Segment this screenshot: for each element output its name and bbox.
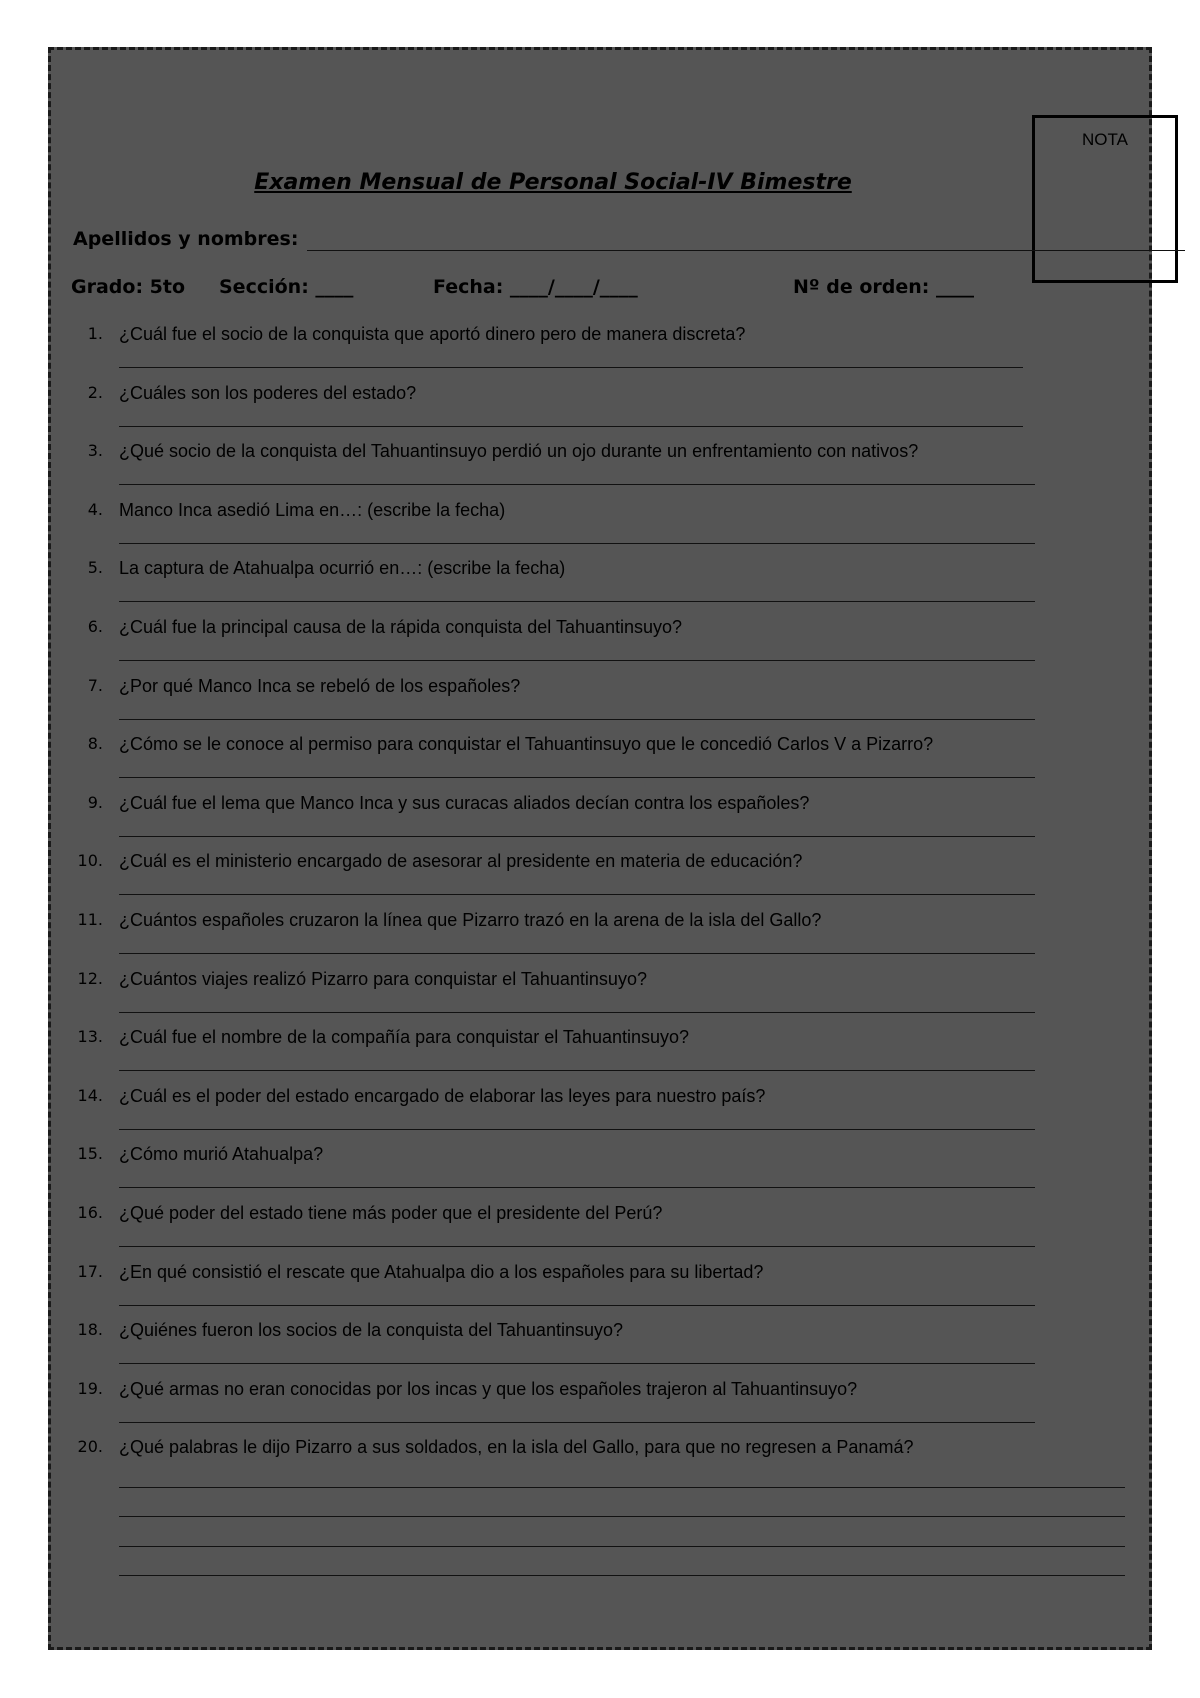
answer-line[interactable] (119, 1575, 1125, 1576)
question-text: ¿Cuántos españoles cruzaron la línea que Pizarro trazó en la arena de la isla del Gallo? (119, 909, 822, 930)
question-item (75, 321, 1135, 380)
question-item (75, 1259, 1135, 1318)
answer-line[interactable] (119, 1305, 1035, 1306)
answer-line[interactable] (119, 484, 1035, 485)
question-text: ¿Cuál fue el lema que Manco Inca y sus curacas aliados decían contra los españoles? (119, 792, 810, 813)
answer-line[interactable] (119, 660, 1035, 661)
question-text: ¿Cuáles son los poderes del estado? (119, 382, 417, 403)
exam-title: Examen Mensual de Personal Social-IV Bimestre (254, 170, 852, 195)
question-number: 10. (77, 851, 103, 871)
question-number: 14. (77, 1085, 103, 1105)
question-number: 7. (87, 675, 103, 695)
orden-label: Nº de orden: ____ (793, 276, 974, 298)
nota-label: NOTA (1082, 130, 1128, 149)
name-answer-line[interactable] (307, 250, 1185, 251)
grado-label: Grado: 5to (71, 276, 186, 298)
question-text: ¿Cuál es el poder del estado encargado de elaborar las leyes para nuestro país? (119, 1085, 766, 1106)
question-text: ¿Cómo se le conoce al permiso para conquistar el Tahuantinsuyo que le concedió Carlos V a Pizarro? (119, 734, 934, 755)
question-text: ¿Por qué Manco Inca se rebeló de los españoles? (119, 675, 521, 696)
question-text: ¿Qué poder del estado tiene más poder que el presidente del Perú? (119, 1202, 663, 1223)
answer-line[interactable] (119, 1516, 1125, 1517)
question-text: ¿Cuál es el ministerio encargado de asesorar al presidente en materia de educación? (119, 851, 803, 872)
name-label: Apellidos y nombres: (73, 228, 299, 250)
exam-sheet (48, 47, 1152, 1650)
question-text: ¿Qué palabras le dijo Pizarro a sus soldados, en la isla del Gallo, para que no regresen a Panamá? (119, 1437, 914, 1458)
question-text: ¿Quiénes fueron los socios de la conquista del Tahuantinsuyo? (119, 1320, 623, 1341)
question-item (75, 614, 1135, 673)
question-item (75, 966, 1135, 1025)
answer-line[interactable] (119, 426, 1023, 427)
answer-line[interactable] (119, 836, 1035, 837)
question-text: ¿Qué armas no eran conocidas por los incas y que los españoles trajeron al Tahuantinsuyo? (119, 1378, 858, 1399)
question-number: 13. (77, 1027, 103, 1047)
answer-line[interactable] (119, 601, 1035, 602)
question-number: 19. (77, 1378, 103, 1398)
question-item (75, 1024, 1135, 1083)
answer-line[interactable] (119, 1246, 1035, 1247)
question-text: ¿Cuántos viajes realizó Pizarro para conquistar el Tahuantinsuyo? (119, 968, 647, 989)
question-text: ¿Cómo murió Atahualpa? (119, 1144, 324, 1165)
question-item (75, 380, 1135, 439)
answer-line[interactable] (119, 953, 1035, 954)
answer-line[interactable] (119, 1012, 1035, 1013)
question-number: 18. (77, 1320, 103, 1340)
answer-line[interactable] (119, 894, 1035, 895)
nota-box (1032, 115, 1178, 283)
question-text: ¿Qué socio de la conquista del Tahuantinsuyo perdió un ojo durante un enfrentamiento con nativos? (119, 441, 919, 462)
question-item (75, 1434, 1135, 1493)
question-item (75, 1141, 1135, 1200)
question-number: 12. (77, 968, 103, 988)
question-text: Manco Inca asedió Lima en…: (escribe la fecha) (119, 499, 506, 520)
question-item (75, 1200, 1135, 1259)
answer-line[interactable] (119, 1546, 1125, 1547)
answer-line[interactable] (119, 777, 1035, 778)
question-number: 20. (77, 1437, 103, 1457)
question-item (75, 790, 1135, 849)
question-number: 15. (77, 1144, 103, 1164)
question-number: 8. (87, 734, 103, 754)
question-item (75, 673, 1135, 732)
question-text: ¿En qué consistió el rescate que Atahualpa dio a los españoles para su libertad? (119, 1261, 764, 1282)
answer-line[interactable] (119, 1363, 1035, 1364)
question-item (75, 731, 1135, 790)
question-text: ¿Cuál fue el nombre de la compañía para conquistar el Tahuantinsuyo? (119, 1027, 690, 1048)
answer-line[interactable] (119, 1187, 1035, 1188)
question-item (75, 1376, 1135, 1435)
question-number: 3. (87, 441, 103, 461)
question-item (75, 848, 1135, 907)
question-item (75, 555, 1135, 614)
question-number: 17. (77, 1261, 103, 1281)
question-number: 1. (87, 324, 103, 343)
question-text: ¿Cuál fue la principal causa de la rápida conquista del Tahuantinsuyo? (119, 616, 683, 637)
question-item (75, 1317, 1135, 1376)
question-number: 4. (87, 499, 103, 519)
question-item (75, 907, 1135, 966)
answer-line[interactable] (119, 367, 1023, 368)
question-number: 2. (87, 382, 103, 402)
seccion-label: Sección: ____ (219, 276, 354, 298)
question-text: La captura de Atahualpa ocurrió en…: (escribe la fecha) (119, 558, 566, 579)
fecha-label: Fecha: ____/____/____ (433, 276, 638, 298)
question-number: 5. (87, 558, 103, 578)
question-number: 9. (87, 792, 103, 812)
question-item (75, 497, 1135, 556)
answer-line[interactable] (119, 719, 1035, 720)
answer-line[interactable] (119, 1487, 1125, 1488)
answer-line[interactable] (119, 1129, 1035, 1130)
question-number: 16. (77, 1202, 103, 1222)
question-list (75, 321, 1135, 1493)
question-item (75, 438, 1135, 497)
question-text: ¿Cuál fue el socio de la conquista que aportó dinero pero de manera discreta? (119, 324, 746, 344)
answer-line[interactable] (119, 543, 1035, 544)
answer-line[interactable] (119, 1070, 1035, 1071)
answer-line[interactable] (119, 1422, 1035, 1423)
question-number: 11. (77, 909, 103, 929)
question-number: 6. (87, 616, 103, 636)
question-item (75, 1083, 1135, 1142)
